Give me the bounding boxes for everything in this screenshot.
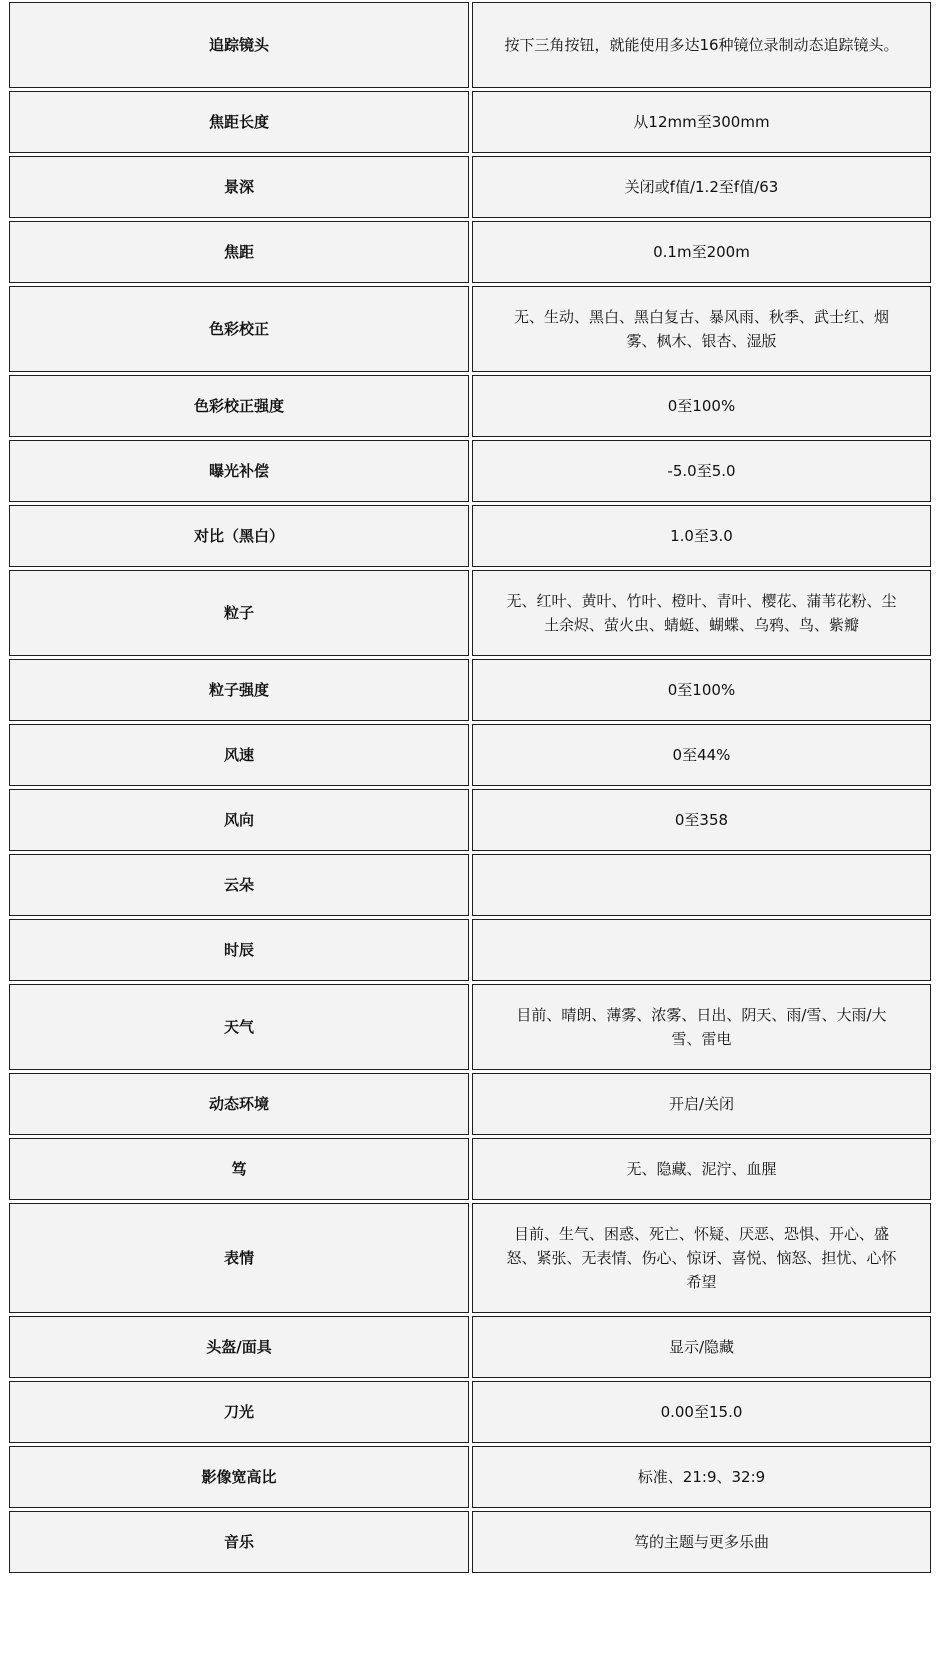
setting-name-cell: 对比（黑白） [9, 505, 469, 567]
table-row [9, 570, 931, 656]
setting-value-cell [472, 1203, 931, 1313]
setting-value-text: 目前、生气、困惑、死亡、怀疑、厌恶、恐惧、开心、盛怒、紧张、无表情、伤心、惊讶、喜悦、恼怒、担忧、心怀希望 [506, 1225, 897, 1291]
setting-value-text: -5.0至5.0 [667, 462, 736, 480]
setting-value-text: 从12mm至300mm [633, 113, 770, 131]
setting-name-cell: 色彩校正 [9, 286, 469, 372]
table-row [9, 724, 931, 786]
setting-value-cell [472, 91, 931, 153]
table-row [9, 286, 931, 372]
setting-name-cell: 时辰 [9, 919, 469, 981]
setting-name-cell: 粒子强度 [9, 659, 469, 721]
setting-value-cell [472, 286, 931, 372]
setting-value-cell [472, 659, 931, 721]
setting-value-cell [472, 1381, 931, 1443]
setting-name-cell: 风向 [9, 789, 469, 851]
setting-value-cell [472, 854, 931, 916]
setting-value-text: 0.00至15.0 [660, 1403, 743, 1421]
setting-name-cell: 焦距 [9, 221, 469, 283]
setting-value-cell [472, 2, 931, 88]
setting-value-text: 0至100% [667, 681, 736, 699]
setting-value-text: 无、生动、黑白、黑白复古、暴风雨、秋季、武士红、烟雾、枫木、银杏、湿版 [513, 308, 889, 350]
table-row [9, 1446, 931, 1508]
setting-value-cell [472, 440, 931, 502]
setting-name-cell: 表情 [9, 1203, 469, 1313]
table-row [9, 221, 931, 283]
setting-value-cell [472, 375, 931, 437]
setting-value-cell [472, 919, 931, 981]
table-row [9, 1511, 931, 1573]
table-row [9, 1073, 931, 1135]
table-row [9, 91, 931, 153]
setting-value-cell [472, 1316, 931, 1378]
setting-name-cell: 追踪镜头 [9, 2, 469, 88]
setting-value-text: 无、红叶、黄叶、竹叶、橙叶、青叶、樱花、蒲苇花粉、尘土余烬、萤火虫、蜻蜓、蝴蝶、乌鸦、鸟、紫瓣 [506, 592, 897, 634]
table-row [9, 984, 931, 1070]
setting-value-cell [472, 724, 931, 786]
setting-value-text: 笃的主题与更多乐曲 [633, 1533, 769, 1551]
table-row [9, 505, 931, 567]
setting-name-cell: 头盔/面具 [9, 1316, 469, 1378]
table-row [9, 789, 931, 851]
setting-name-cell: 曝光补偿 [9, 440, 469, 502]
photo-mode-settings-table [6, 0, 934, 1576]
setting-value-cell [472, 1073, 931, 1135]
settings-table-body [9, 2, 931, 1573]
setting-name-cell: 音乐 [9, 1511, 469, 1573]
setting-name-cell: 色彩校正强度 [9, 375, 469, 437]
setting-value-cell [472, 984, 931, 1070]
setting-value-text: 关闭或f值/1.2至f值/63 [624, 178, 779, 196]
table-row [9, 854, 931, 916]
setting-name-cell: 粒子 [9, 570, 469, 656]
table-row [9, 1203, 931, 1313]
setting-name-cell: 动态环境 [9, 1073, 469, 1135]
setting-value-text: 开启/关闭 [668, 1095, 735, 1113]
setting-name-cell: 景深 [9, 156, 469, 218]
setting-value-cell [472, 156, 931, 218]
table-row [9, 156, 931, 218]
setting-name-cell: 刀光 [9, 1381, 469, 1443]
setting-value-text: 显示/隐藏 [668, 1338, 735, 1356]
setting-value-text: 0至100% [667, 397, 736, 415]
setting-value-cell [472, 570, 931, 656]
setting-name-cell: 云朵 [9, 854, 469, 916]
table-row [9, 659, 931, 721]
setting-value-text: 按下三角按钮，就能使用多达16种镜位录制动态追踪镜头。 [504, 36, 899, 54]
setting-value-cell [472, 1138, 931, 1200]
table-row [9, 1316, 931, 1378]
setting-value-text: 目前、晴朗、薄雾、浓雾、日出、阴天、雨/雪、大雨/大雪、雷电 [516, 1006, 887, 1048]
setting-value-text: 标准、21:9、32:9 [637, 1468, 766, 1486]
setting-name-cell: 焦距长度 [9, 91, 469, 153]
setting-value-cell [472, 221, 931, 283]
setting-name-cell: 风速 [9, 724, 469, 786]
table-row [9, 440, 931, 502]
setting-name-cell: 天气 [9, 984, 469, 1070]
setting-name-cell: 影像宽高比 [9, 1446, 469, 1508]
table-row [9, 2, 931, 88]
setting-value-text: 无、隐藏、泥泞、血腥 [626, 1160, 777, 1178]
table-row [9, 1138, 931, 1200]
setting-value-cell [472, 505, 931, 567]
setting-value-cell [472, 789, 931, 851]
table-row [9, 919, 931, 981]
setting-value-text: 0至44% [672, 746, 731, 764]
setting-value-text: 0.1m至200m [653, 243, 750, 261]
setting-value-text: 1.0至3.0 [670, 527, 733, 545]
setting-value-cell [472, 1511, 931, 1573]
table-row [9, 1381, 931, 1443]
setting-value-cell [472, 1446, 931, 1508]
setting-name-cell: 笃 [9, 1138, 469, 1200]
table-row [9, 375, 931, 437]
setting-value-text: 0至358 [674, 811, 729, 829]
